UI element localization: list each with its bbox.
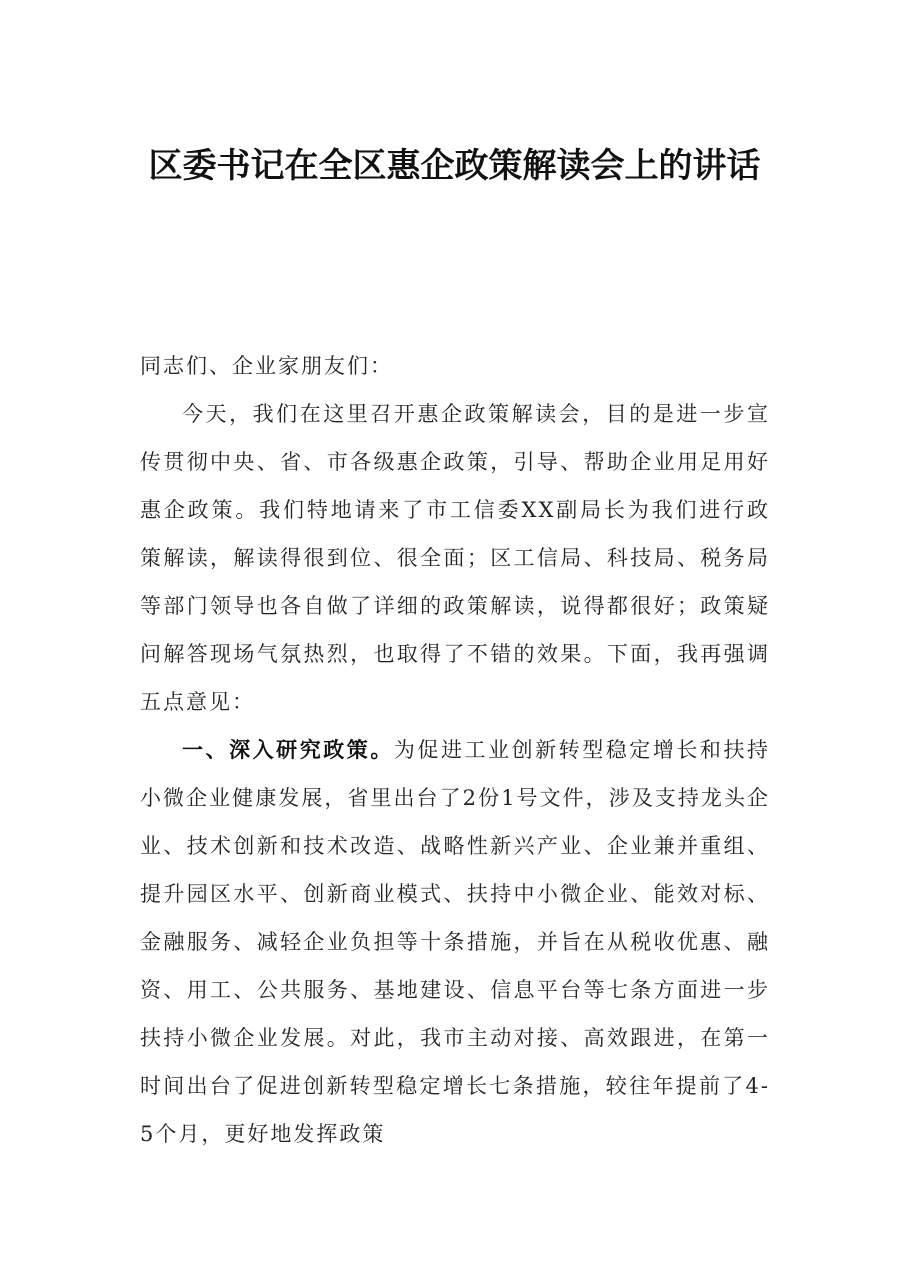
document-title: 区委书记在全区惠企政策解读会上的讲话 <box>148 146 761 186</box>
paragraph-intro: 今天，我们在这里召开惠企政策解读会，目的是进一步宣传贯彻中央、省、市各级惠企政策，引导、帮助企业用足用好惠企政策。我们特地请来了市工信委XX副局长为我们进行政策解读，解读得很到位、很全面；区工信局、科技局、税务局等部门领导也各自做了详细的政策解读，说得都很好；政策疑问解答现场气氛热烈，也取得了不错的效果。下面，我再强调五点意见： <box>140 402 770 714</box>
point-one-heading: 一、深入研究政策。 <box>182 737 394 762</box>
salutation: 同志们、企业家朋友们： <box>140 354 393 378</box>
document-body <box>140 342 770 1158</box>
point-one-body: 为促进工业创新转型稳定增长和扶持小微企业健康发展，省里出台了2份1号文件，涉及支持龙头企业、技术创新和技术改造、战略性新兴产业、企业兼并重组、提升园区水平、创新商业模式、扶持中小微企业、能效对标、金融服务、减轻企业负担等十条措施，并旨在从税收优惠、融资、用工、公共服务、基地建设、信息平台等七条方面进一步扶持小微企业发展。对此，我市主动对接、高效跟进，在第一时间出台了促进创新转型稳定增长七条措施，较往年提前了4-5个月，更好地发挥政策 <box>140 738 770 1146</box>
paragraph-point-one <box>140 726 770 1158</box>
